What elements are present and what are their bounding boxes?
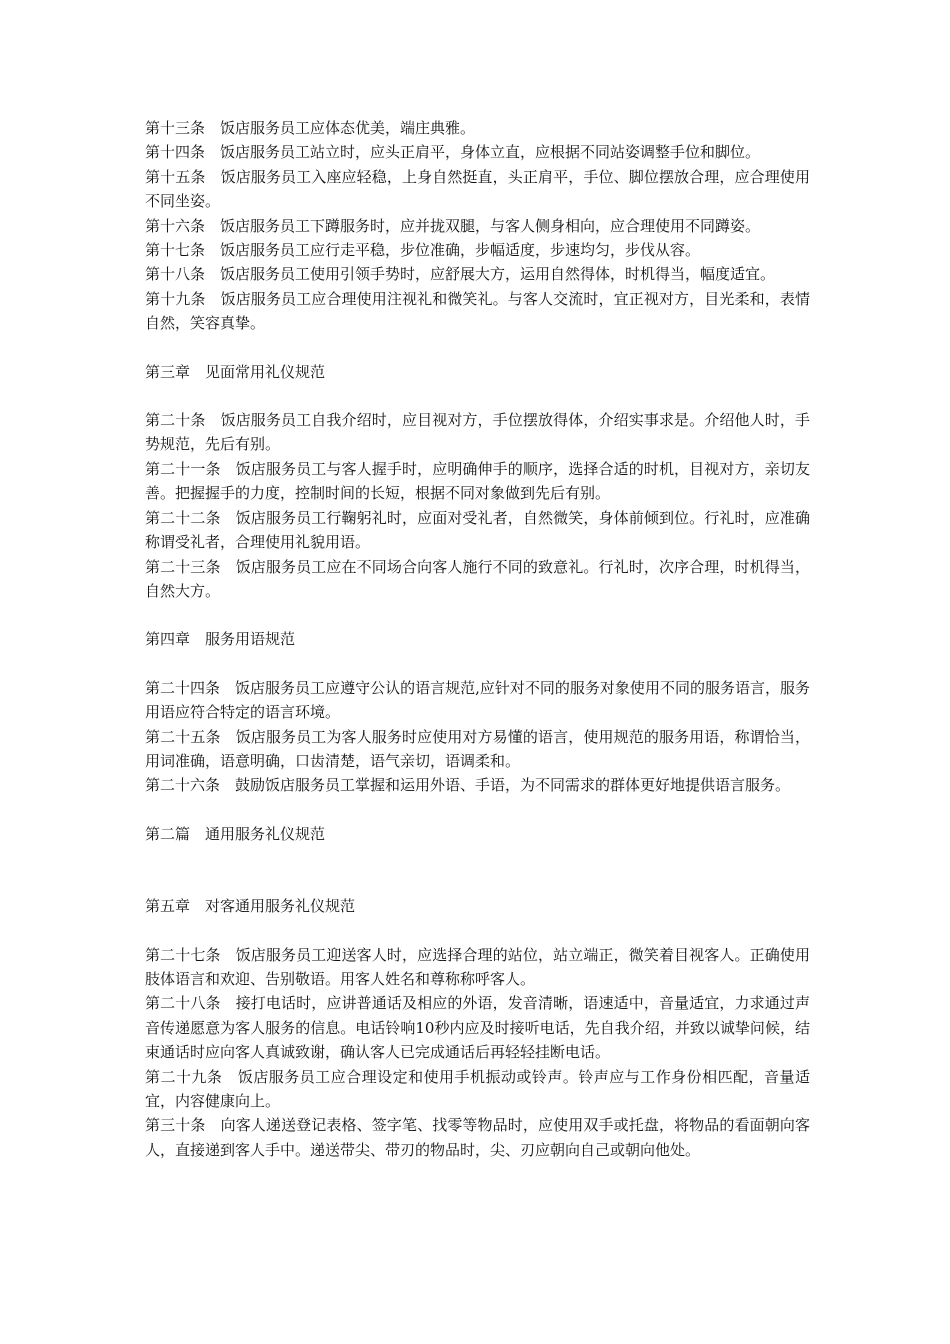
- chapter-4-title: 第四章 服务用语规范: [145, 630, 296, 649]
- article-23: 第二十三条 饭店服务员工应在不同场合向客人施行不同的致意礼。行礼时，次序合理，时机得当，自然大方。: [145, 557, 810, 600]
- article-27: 第二十七条 饭店服务员工迎送客人时，应选择合理的站位，站立端正，微笑着目视客人。正确使用肢体语言和欢迎、告别敬语。用客人姓名和尊称称呼客人。: [145, 945, 810, 988]
- article-18: 第十八条 饭店服务员工使用引领手势时，应舒展大方，运用自然得体，时机得当，幅度适宜。: [145, 265, 776, 284]
- article-15: 第十五条 饭店服务员工入座应轻稳，上身自然挺直，头正肩平，手位、脚位摆放合理，应合理使用不同坐姿。: [145, 167, 810, 211]
- part-2-title: 第二篇 通用服务礼仪规范: [145, 824, 326, 843]
- article-13: 第十三条 饭店服务员工应体态优美，端庄典雅。: [145, 119, 476, 137]
- document-body: [145, 116, 810, 1162]
- article-24: 第二十四条 饭店服务员工应遵守公认的语言规范,应针对不同的服务对象使用不同的服务语言，服务用语应符合特定的语言环境。: [145, 678, 810, 722]
- chapter-3-title: 第三章 见面常用礼仪规范: [145, 362, 326, 381]
- article-16: 第十六条 饭店服务员工下蹲服务时，应并拢双腿，与客人侧身相向，应合理使用不同蹲姿。: [145, 216, 761, 235]
- article-30: 第三十条 向客人递送登记表格、签字笔、找零等物品时，应使用双手或托盘，将物品的看面朝向客人，直接递到客人手中。递送带尖、带刃的物品时，尖、刃应朝向自己或朝向他处。: [145, 1116, 810, 1159]
- article-20: 第二十条 饭店服务员工自我介绍时，应目视对方，手位摆放得体，介绍实事求是。介绍他人时，手势规范，先后有别。: [145, 411, 810, 454]
- article-28: 第二十八条 接打电话时，应讲普通话及相应的外语，发音清晰，语速适中，音量适宜，力求通过声音传递愿意为客人服务的信息。电话铃响10秒内应及时接听电话，先自我介绍，并致以诚挚问候，结束通话时应向客人真诚致谢，确认客人已完成通话后再轻轻挂断电话。: [145, 994, 810, 1062]
- article-17: 第十七条 饭店服务员工应行走平稳，步位准确，步幅适度，步速均匀，步伐从容。: [145, 241, 701, 260]
- article-25: 第二十五条 饭店服务员工为客人服务时应使用对方易懂的语言，使用规范的服务用语，称谓恰当，用词准确，语意明确，口齿清楚，语气亲切，语调柔和。: [145, 727, 810, 770]
- article-22: 第二十二条 饭店服务员工行鞠躬礼时，应面对受礼者，自然微笑，身体前倾到位。行礼时，应准确称谓受礼者，合理使用礼貌用语。: [145, 508, 810, 552]
- article-19: 第十九条 饭店服务员工应合理使用注视礼和微笑礼。与客人交流时，宜正视对方，目光柔和，表情自然，笑容真挚。: [145, 289, 810, 333]
- article-29: 第二十九条 饭店服务员工应合理设定和使用手机振动或铃声。铃声应与工作身份相匹配，音量适宜，内容健康向上。: [145, 1067, 810, 1110]
- article-26: 第二十六条 鼓励饭店服务员工掌握和运用外语、手语，为不同需求的群体更好地提供语言服务。: [145, 776, 791, 795]
- chapter-5-title: 第五章 对客通用服务礼仪规范: [145, 897, 356, 916]
- article-21: 第二十一条 饭店服务员工与客人握手时，应明确伸手的顺序，选择合适的时机，目视对方，亲切友善。把握握手的力度，控制时间的长短，根据不同对象做到先后有别。: [145, 459, 810, 503]
- article-14: 第十四条 饭店服务员工站立时，应头正肩平，身体立直，应根据不同站姿调整手位和脚位。: [145, 143, 761, 162]
